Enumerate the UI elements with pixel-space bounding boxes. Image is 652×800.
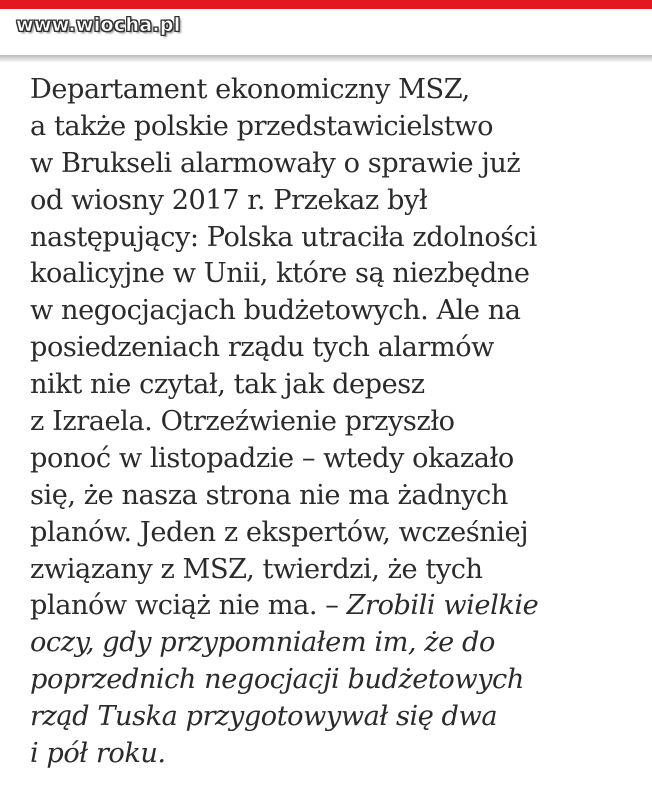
text-line-regular: a także polskie przedstawicielstwo <box>30 110 494 142</box>
text-line <box>30 109 640 146</box>
top-accent-bar <box>0 0 652 9</box>
text-line-regular: od wiosny 2017 r. Przekaz był <box>30 184 428 216</box>
text-line-italic: rząd Tuska przygotowywał się dwa <box>30 701 498 733</box>
text-line-regular: planów. Jeden z ekspertów, wcześniej <box>30 516 529 548</box>
text-line <box>30 588 640 625</box>
text-line-regular: Departament ekonomiczny MSZ, <box>30 74 470 105</box>
text-line-regular: ponoć w listopadzie – wtedy okazało <box>30 442 514 474</box>
text-line <box>30 330 640 367</box>
text-line-regular: się, że nasza strona nie ma żadnych <box>30 479 508 511</box>
text-line <box>30 552 640 589</box>
text-line <box>30 146 640 183</box>
text-line-italic: i pół roku. <box>30 738 166 770</box>
text-line-italic: Zrobili wielkie <box>346 590 539 622</box>
text-line-regular: następujący: Polska utraciła zdolności <box>30 221 537 253</box>
text-line <box>30 183 640 220</box>
text-line-regular: w negocjacjach budżetowych. Ale na <box>30 295 521 327</box>
text-line <box>30 220 640 257</box>
text-line-regular: w Brukseli alarmowały o sprawie już <box>30 147 521 179</box>
text-line <box>30 736 640 773</box>
text-line-regular: koalicyjne w Unii, które są niezbędne <box>30 258 530 290</box>
header-divider <box>0 55 652 63</box>
text-line <box>30 625 640 662</box>
article-paragraph <box>30 72 640 773</box>
text-line-regular: związany z MSZ, twierdzi, że tych <box>30 553 483 585</box>
text-line <box>30 367 640 404</box>
text-line <box>30 404 640 441</box>
text-line-regular: posiedzeniach rządu tych alarmów <box>30 332 494 364</box>
text-line <box>30 478 640 515</box>
text-line <box>30 662 640 699</box>
text-line-regular: z Izraela. Otrzeźwienie przyszło <box>30 406 455 438</box>
text-line-regular: nikt nie czytał, tak jak depesz <box>30 369 425 401</box>
text-line-italic: poprzednich negocjacji budżetowych <box>30 664 524 696</box>
text-line-italic: oczy, gdy przypomniałem im, że do <box>30 627 495 659</box>
text-line <box>30 699 640 736</box>
site-watermark: www.wiocha.pl <box>16 14 181 36</box>
text-line <box>30 293 640 330</box>
text-line <box>30 515 640 552</box>
text-line <box>30 72 640 109</box>
text-line-regular: planów wciąż nie ma. – <box>30 590 347 622</box>
text-line <box>30 441 640 478</box>
text-line <box>30 256 640 293</box>
